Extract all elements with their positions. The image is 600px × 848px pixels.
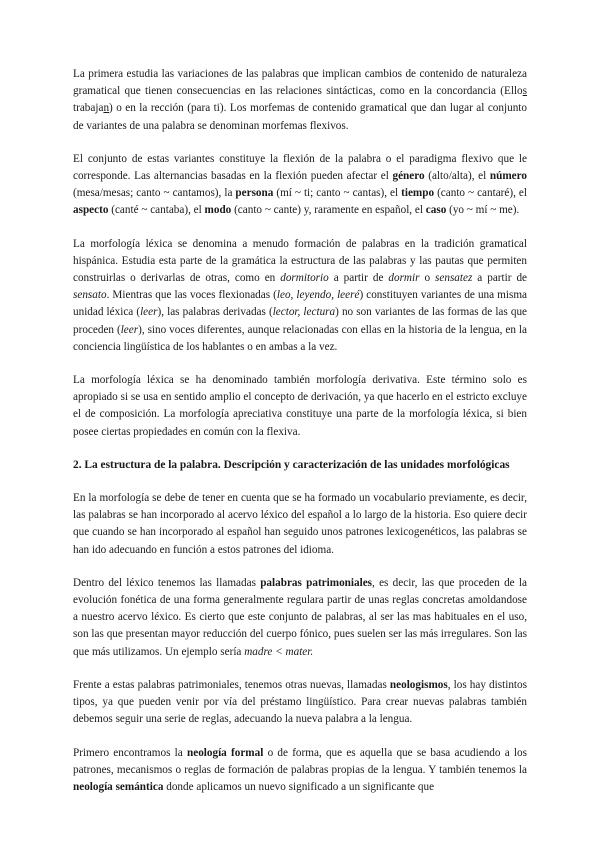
text-run: Primero encontramos la [73, 746, 187, 759]
text-run: (canto ~ cante) y, raramente en español, el [231, 204, 426, 217]
text-run: El conjunto de estas variantes constituye la flexión de la palabra o el paradigma flexivo que le corresponde. Las alternancias basadas en la flexión pueden afectar el [73, 152, 527, 183]
text-run: Frente a estas palabras patrimoniales, tenemos otras nuevas, llamadas [73, 678, 390, 691]
text-run: (canté ~ cantaba), el [108, 204, 205, 217]
bold-term: neologismos [389, 678, 448, 691]
text-run: ) no son variantes de las formas de las que proceden ( [73, 306, 528, 336]
text-run: ) constituyen variantes de una misma unidad léxica ( [73, 289, 528, 319]
body-text-section-2 [73, 490, 527, 796]
bold-term: modo [204, 204, 232, 217]
text-run: La primera estudia las variaciones de las palabras que implican cambios de contenido de naturaleza gramatical que tienen consecuencias en las relaciones sintácticas, como en la concordancia (Ello [73, 68, 527, 98]
bold-term: tiempo [401, 187, 435, 200]
italic-example: lector, lectura [272, 306, 336, 319]
paragraph [73, 745, 527, 797]
bold-term: neología formal [187, 746, 264, 759]
text-run: (canto ~ cantaré), el [434, 187, 527, 200]
paragraph [73, 66, 527, 135]
text-run: ) o en la rección (para ti). Los morfemas de contenido gramatical que dan lugar al conjunto de variantes de una palabra se denominan morfemas flexivos. [73, 102, 527, 132]
section-heading: 2. La estructura de la palabra. Descripción y caracterización de las unidades morfológicas [73, 458, 510, 471]
text-run: (mí ~ ti; canto ~ cantas), el [273, 187, 402, 200]
text-run: , los hay distintos tipos, ya que pueden venir por vía del préstamo lingüístico. Para crear nuevas palabras también debemos seguir una serie de reglas, adecuando la nueva palabra a la lengua. [73, 678, 527, 726]
text-run: s [522, 85, 527, 98]
paragraph [73, 236, 527, 356]
paragraph [73, 151, 527, 220]
bold-term: neología semántica [73, 780, 164, 793]
italic-example: dormitorio [280, 272, 329, 285]
text-run: Dentro del léxico tenemos las llamadas [73, 576, 261, 589]
paragraph [73, 677, 527, 729]
paragraph [73, 575, 527, 661]
text-run: o [419, 272, 436, 285]
bold-term: aspecto [73, 204, 109, 217]
bold-term: caso [425, 204, 447, 217]
text-run: La morfología léxica se ha denominado también morfología derivativa. Este término solo es apropiado si se usa en sentido amplio el concepto de derivación, ya que hacerlo en el estricto excluye el de composición. La morfología apreciativa constituye una parte de la morfología léxica, si bien posee ciertas propiedades en común con la flexiva. [73, 374, 527, 438]
text-run: a partir de [328, 272, 389, 285]
text-run: , es decir, las que proceden de la evolución fonética de una forma generalmente regulara partir de unas reglas concretas amoldandose a nuestro acervo léxico. Es cierto que este conjunto de palabras, al ser las mas habituales en el uso, son las que presentan mayor reducción del cuerpo fónico, pues suelen ser las más irregulares. Son las que más utilizamos. Un ejemplo sería [73, 576, 527, 658]
text-run: donde aplicamos un nuevo significado a un significante que [163, 780, 435, 793]
text-run: En la morfología se debe de tener en cuenta que se ha formado un vocabulario previamente, es decir, las palabras se han incorporado al acervo léxico del español a lo largo de la historia. Eso quiere decir que cuando se han incorporado al español han seguido unos patrones lexicogenéticos, las palabras se han ido adecuando en función a estos patrones del idioma. [73, 492, 527, 556]
paragraph [73, 490, 527, 559]
text-run: n [103, 102, 110, 115]
bold-term: género [392, 170, 425, 183]
bold-term: persona [235, 187, 274, 200]
italic-example: sensato [73, 289, 107, 302]
text-run: (mesa/mesas; canto ~ cantamos), la [73, 187, 236, 200]
text-run: . Mientras que las voces flexionadas ( [106, 289, 277, 302]
bold-term: palabras patrimoniales [260, 576, 373, 589]
body-text-section-1 [73, 66, 527, 441]
italic-example: leer [140, 306, 158, 319]
italic-example: sensatez [435, 272, 473, 285]
text-run: (yo ~ mí ~ me). [446, 204, 520, 217]
italic-example: leer [120, 323, 139, 336]
italic-example: madre < mater. [244, 645, 314, 658]
text-run: ), las palabras derivadas ( [157, 306, 273, 319]
text-run: (alto/alta), el [424, 170, 490, 183]
text-run: o de forma, que es aquella que se basa acudiendo a los patrones, mecanismos o reglas de formación de palabras propias de la lengua. Y también tenemos la [73, 746, 527, 776]
text-run: trabaja [73, 102, 104, 115]
text-run: La morfología léxica se denomina a menudo formación de palabras en la tradición gramatical hispánica. Estudia esta parte de la gramática la estructura de las palabras y las pautas que permiten construirlas o derivarlas de otras, como en [73, 237, 527, 285]
text-run: a partir de [472, 272, 527, 285]
italic-example: leo, leyendo, leeré [276, 289, 360, 302]
bold-term: número [489, 170, 527, 183]
text-run: ), sino voces diferentes, aunque relacionadas con ellas en la historia de la lengua, en la conciencia lingüística de los hablantes o en ambas a la vez. [73, 323, 527, 353]
paragraph [73, 372, 527, 441]
italic-example: dormir [388, 272, 420, 285]
